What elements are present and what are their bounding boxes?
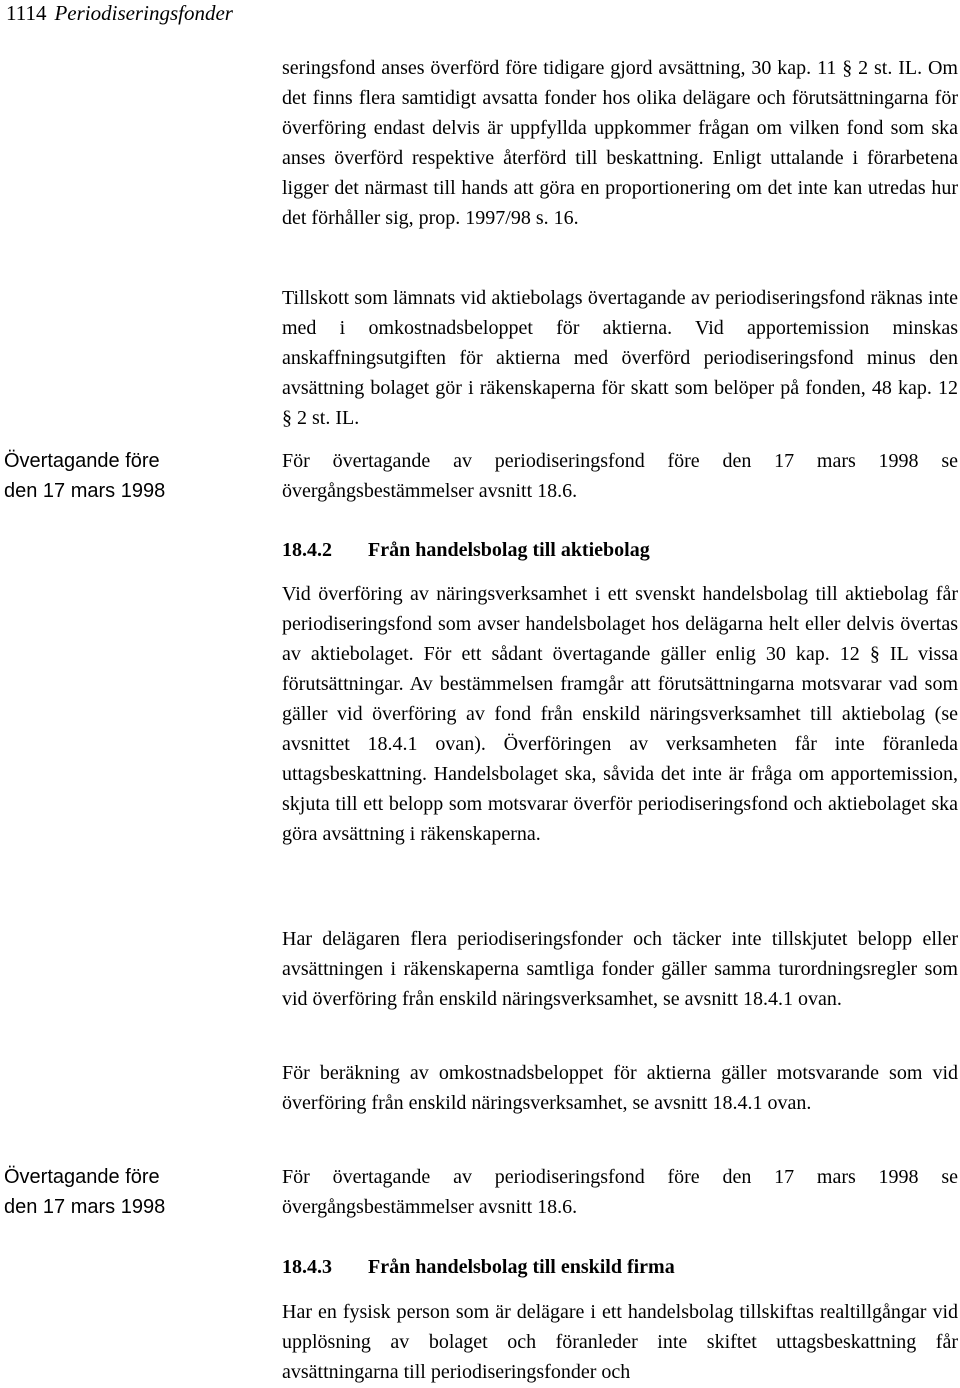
paragraph-text: För beräkning av omkostnadsbeloppet för aktierna gäller motsvarande som vid överföring från enskild näringsverksamhet, se avsnitt 18.4.1 ovan.: [282, 1062, 958, 1114]
section-title: Från handelsbolag till enskild firma: [368, 1256, 675, 1278]
margin-note-line: Övertagande före: [4, 450, 160, 472]
paragraph-text: För övertagande av periodiseringsfond före den 17 mars 1998 se övergångsbestämmelser avsnitt 18.6.: [282, 450, 958, 502]
section-number: 18.4.2: [282, 539, 332, 561]
section-number: 18.4.3: [282, 1256, 332, 1278]
margin-note-line: den 17 mars 1998: [4, 1196, 166, 1218]
running-title: Periodiseringsfonder: [54, 1, 233, 25]
margin-note: [4, 446, 244, 506]
body-paragraph: [282, 579, 958, 849]
paragraph-text: Tillskott som lämnats vid aktiebolags övertagande av periodiseringsfond räknas inte med i omkostnadsbeloppet för aktierna. Vid apportemission minskas anskaffningsutgiften för aktierna med överförd periodiseringsfond minus den avsättning bolaget gör i räkenskaperna för skatt som belöper på fonden, 48 kap. 12 § 2 st. IL.: [282, 287, 958, 429]
margin-note: [4, 1162, 244, 1222]
paragraph-text: Har en fysisk person som är delägare i ett handelsbolag tillskiftas realtillgångar vid upplösning av bolaget och föranleder inte skiftet uttagsbeskattning får avsättningarna till periodiseringsfonder och: [282, 1301, 958, 1383]
section-heading: [282, 1252, 675, 1282]
body-paragraph: [282, 1162, 958, 1222]
section-title: Från handelsbolag till aktiebolag: [368, 539, 650, 561]
body-paragraph: [282, 53, 958, 233]
section-heading: [282, 535, 650, 565]
body-paragraph: [282, 1297, 958, 1387]
paragraph-text: Har delägaren flera periodiseringsfonder och täcker inte tillskjutet belopp eller avsättningen i räkenskaperna samtliga fonder gäller samma turordningsregler som vid överföring från enskild näringsverksamhet, se avsnitt 18.4.1 ovan.: [282, 928, 958, 1010]
margin-note-line: Övertagande före: [4, 1166, 160, 1188]
paragraph-text: Vid överföring av näringsverksamhet i ett svenskt handelsbolag till aktiebolag får periodiseringsfond som avser handelsbolaget hos delägarna helt eller delvis övertas av aktiebolaget. För ett sådant övertagande gäller enlig 30 kap. 12 § IL vissa förutsättningar. Av bestämmelsen framgår att förutsättningarna motsvarar vad som gäller vid överföring av fond från enskild näringsverksamhet till aktiebolag (se avsnittet 18.4.1 ovan). Överföringen av verksamheten får inte föranleda uttagsbeskattning. Handelsbolaget ska, såvida det inte är fråga om apportemission, skjuta till ett belopp som motsvarar överför periodiseringsfond och aktiebolaget ska göra avsättning i räkenskaperna.: [282, 583, 958, 845]
body-paragraph: [282, 924, 958, 1014]
body-paragraph: [282, 1058, 958, 1118]
body-paragraph: [282, 283, 958, 433]
body-paragraph: [282, 446, 958, 506]
margin-note-line: den 17 mars 1998: [4, 480, 166, 502]
paragraph-text: seringsfond anses överförd före tidigare gjord avsättning, 30 kap. 11 § 2 st. IL. Om det finns flera samtidigt avsatta fonder hos olika delägare och förutsättningarna för överföring endast delvis är uppfyllda uppkommer frågan om vilken fond som ska anses överförd respektive återförd till beskattning. Enligt uttalande i förarbetena ligger det närmast till hands att göra en proportionering om det inte kan utredas hur det förhåller sig, prop. 1997/98 s. 16.: [282, 57, 958, 229]
paragraph-text: För övertagande av periodiseringsfond före den 17 mars 1998 se övergångsbestämmelser avsnitt 18.6.: [282, 1166, 958, 1218]
page-header: [6, 0, 233, 26]
page-number: 1114: [6, 1, 47, 25]
